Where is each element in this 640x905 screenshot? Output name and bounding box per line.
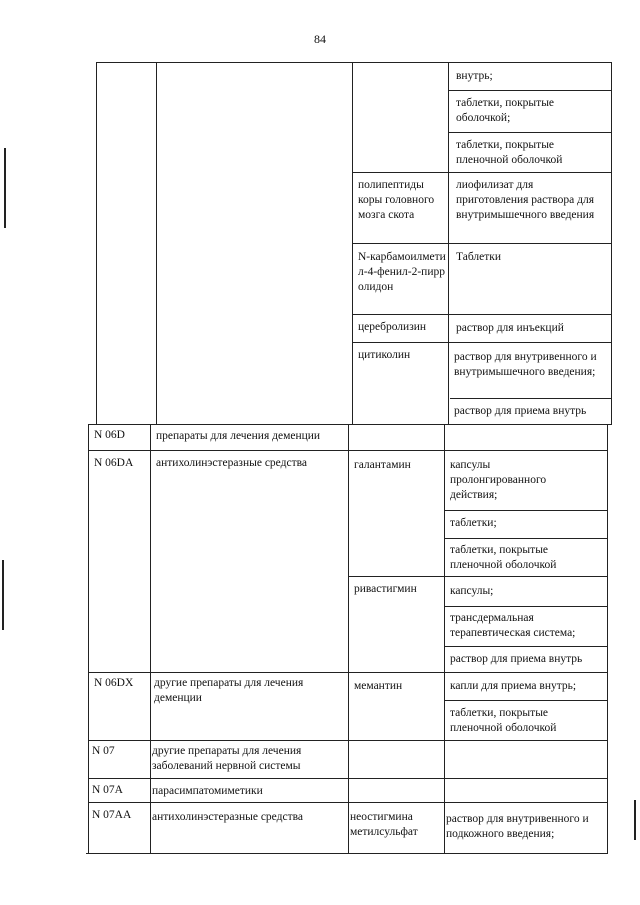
dosage-form-cell: раствор для инъекций: [456, 322, 564, 334]
drug-name-cell: полипептиды коры головного мозга скота: [358, 179, 435, 221]
page-number: 84: [314, 32, 326, 46]
group-name-cell: препараты для лечения деменции: [156, 430, 321, 442]
drug-name-cell: ривастигмин: [354, 583, 417, 595]
dosage-form-cell: раствор для приема внутрь: [454, 405, 587, 417]
dosage-form-cell: внутрь;: [456, 70, 493, 82]
group-name-cell: парасимпатомиметики: [152, 785, 263, 797]
drug-name-cell: неостигмина метилсульфат: [350, 811, 418, 838]
dosage-form-cell: раствор для внутривенного и внутримышечного введения;: [454, 351, 597, 378]
drug-name-cell: галантамин: [354, 459, 411, 471]
atc-code-cell: N 07AA: [92, 809, 132, 821]
dosage-form-cell: таблетки, покрытые пленочной оболочкой: [450, 707, 557, 734]
dosage-form-cell: раствор для внутривенного и подкожного введения;: [446, 813, 589, 840]
left-margin-mark: [4, 148, 6, 228]
drug-name-cell: N-карбамоилметил-4-фенил-2-пирролидон: [358, 251, 446, 293]
drug-name-cell: мемантин: [354, 680, 403, 692]
group-name-cell: антихолинэстеразные средства: [152, 811, 303, 823]
dosage-form-cell: таблетки, покрытые пленочной оболочкой: [450, 544, 557, 571]
atc-code-cell: N 07A: [92, 784, 123, 796]
dosage-form-cell: лиофилизат для приготовления раствора для внутримышечного введения: [456, 179, 595, 221]
dosage-form-cell: раствор для приема внутрь: [450, 653, 583, 665]
group-name-cell: антихолинэстеразные средства: [156, 457, 307, 469]
atc-code-cell: N 07: [92, 745, 115, 757]
dosage-form-cell: капли для приема внутрь;: [450, 680, 577, 692]
group-name-cell: другие препараты для лечения заболеваний нервной системы: [152, 745, 302, 772]
atc-code-cell: N 06DX: [94, 677, 134, 689]
atc-code-cell: N 06DA: [94, 457, 134, 469]
dosage-form-cell: капсулы;: [450, 585, 494, 597]
dosage-form-cell: трансдермальная терапевтическая система;: [450, 612, 576, 639]
drug-name-cell: церебролизин: [358, 321, 427, 333]
dosage-form-cell: таблетки, покрытые пленочной оболочкой: [456, 139, 563, 166]
group-name-cell: другие препараты для лечения деменции: [154, 677, 304, 704]
left-margin-mark: [2, 560, 4, 630]
dosage-form-cell: Таблетки: [456, 251, 502, 263]
dosage-form-cell: капсулы пролонгированного действия;: [450, 459, 547, 501]
atc-code-cell: N 06D: [94, 429, 125, 441]
drug-name-cell: цитиколин: [358, 349, 411, 361]
dosage-form-cell: таблетки, покрытые оболочкой;: [456, 97, 555, 124]
right-margin-mark: [634, 800, 636, 840]
dosage-form-cell: таблетки;: [450, 517, 497, 529]
